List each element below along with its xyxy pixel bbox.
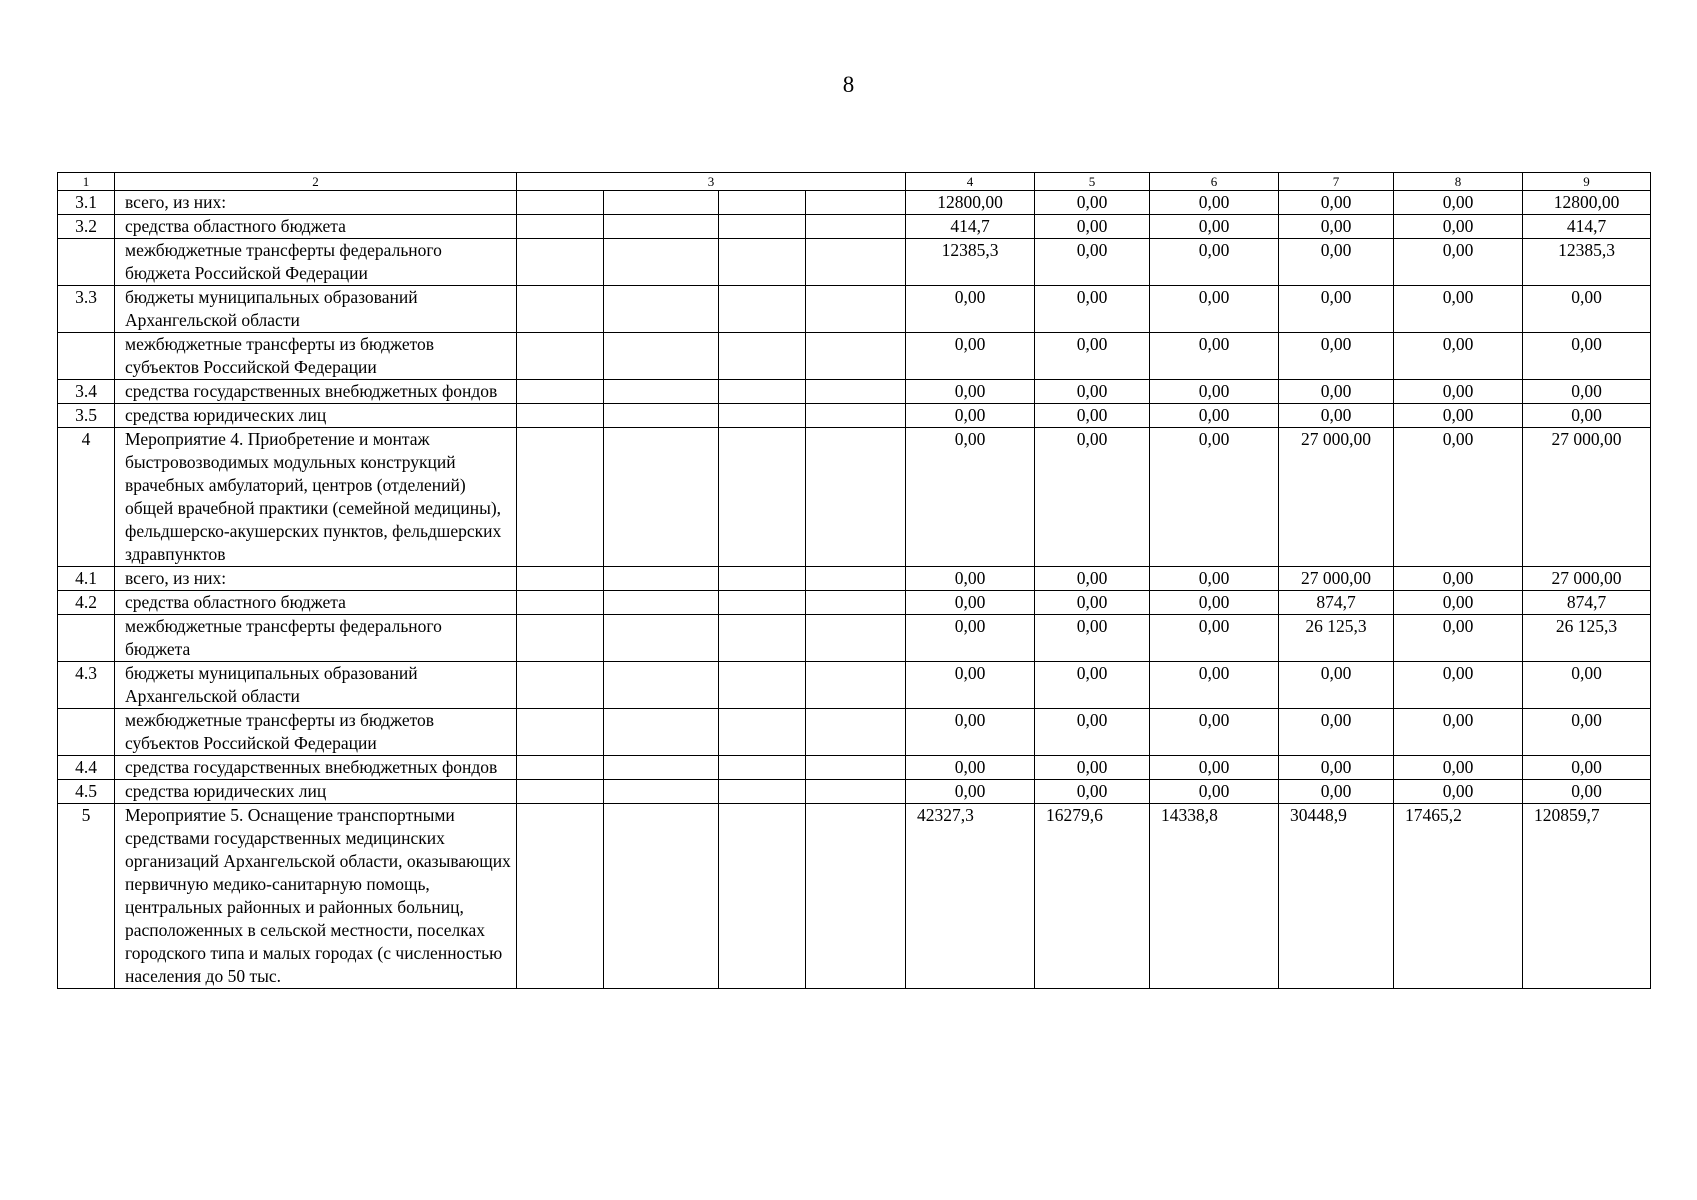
value-cell: 0,00 [1394, 591, 1523, 615]
value-cell: 0,00 [1035, 286, 1150, 333]
value-cell: 0,00 [1394, 286, 1523, 333]
value-cell: 0,00 [906, 709, 1035, 756]
value-cell: 27 000,00 [1523, 428, 1651, 567]
page-number: 8 [842, 72, 855, 97]
value-cell: 0,00 [1035, 780, 1150, 804]
value-cell: 0,00 [1150, 380, 1279, 404]
empty-cell [719, 286, 806, 333]
empty-cell [604, 380, 719, 404]
row-number: 4.1 [58, 567, 115, 591]
value-cell: 0,00 [906, 380, 1035, 404]
empty-cell [806, 591, 906, 615]
value-cell: 26 125,3 [1523, 615, 1651, 662]
value-cell: 0,00 [1394, 239, 1523, 286]
empty-cell [806, 215, 906, 239]
value-cell: 12385,3 [1523, 239, 1651, 286]
value-cell: 0,00 [1035, 215, 1150, 239]
row-label: средства государственных внебюджетных фондов [115, 380, 517, 404]
empty-cell [806, 380, 906, 404]
header-cell: 2 [115, 173, 517, 191]
empty-cell [517, 380, 604, 404]
header-cell: 3 [517, 173, 906, 191]
empty-cell [806, 567, 906, 591]
value-cell: 27 000,00 [1279, 567, 1394, 591]
value-cell: 0,00 [1394, 709, 1523, 756]
value-cell: 0,00 [1279, 756, 1394, 780]
value-cell: 0,00 [1279, 709, 1394, 756]
value-cell: 0,00 [906, 615, 1035, 662]
empty-cell [604, 333, 719, 380]
value-cell: 0,00 [1035, 380, 1150, 404]
row-label: межбюджетные трансферты из бюджетов субъектов Российской Федерации [115, 333, 517, 380]
value-cell: 0,00 [1279, 215, 1394, 239]
header-cell: 8 [1394, 173, 1523, 191]
header-cell: 9 [1523, 173, 1651, 191]
empty-cell [604, 567, 719, 591]
value-cell: 0,00 [1394, 428, 1523, 567]
empty-cell [604, 804, 719, 989]
empty-cell [719, 404, 806, 428]
value-cell: 0,00 [906, 404, 1035, 428]
value-cell: 27 000,00 [1279, 428, 1394, 567]
value-cell: 0,00 [1279, 333, 1394, 380]
empty-cell [517, 567, 604, 591]
empty-cell [517, 333, 604, 380]
value-cell: 0,00 [1279, 662, 1394, 709]
empty-cell [806, 756, 906, 780]
header-cell: 7 [1279, 173, 1394, 191]
empty-cell [719, 428, 806, 567]
empty-cell [719, 380, 806, 404]
value-cell: 0,00 [1035, 428, 1150, 567]
value-cell: 12800,00 [1523, 191, 1651, 215]
row-number: 5 [58, 804, 115, 989]
value-cell: 0,00 [1523, 286, 1651, 333]
value-cell: 0,00 [1035, 333, 1150, 380]
row-label: всего, из них: [115, 191, 517, 215]
empty-cell [517, 804, 604, 989]
empty-cell [719, 215, 806, 239]
empty-cell [806, 615, 906, 662]
row-label: средства областного бюджета [115, 591, 517, 615]
row-number: 4.2 [58, 591, 115, 615]
empty-cell [517, 615, 604, 662]
value-cell: 0,00 [1394, 780, 1523, 804]
row-number: 3.3 [58, 286, 115, 333]
empty-cell [806, 286, 906, 333]
table-row [58, 804, 1651, 989]
empty-cell [517, 756, 604, 780]
value-cell: 0,00 [1150, 428, 1279, 567]
value-cell: 0,00 [1150, 239, 1279, 286]
empty-cell [719, 756, 806, 780]
value-cell: 0,00 [1523, 333, 1651, 380]
value-cell: 874,7 [1523, 591, 1651, 615]
value-cell: 0,00 [1035, 709, 1150, 756]
value-cell: 0,00 [1523, 756, 1651, 780]
value-cell: 0,00 [906, 428, 1035, 567]
row-label: средства юридических лиц [115, 404, 517, 428]
empty-cell [719, 591, 806, 615]
row-label: межбюджетные трансферты из бюджетов субъектов Российской Федерации [115, 709, 517, 756]
empty-cell [604, 709, 719, 756]
table-row [58, 215, 1651, 239]
value-cell: 0,00 [906, 780, 1035, 804]
value-cell: 0,00 [906, 662, 1035, 709]
empty-cell [604, 756, 719, 780]
row-number: 3.2 [58, 215, 115, 239]
value-cell: 0,00 [1150, 333, 1279, 380]
value-cell: 42327,3 [906, 804, 1035, 989]
row-label: бюджеты муниципальных образований Архангельской области [115, 662, 517, 709]
value-cell: 874,7 [1279, 591, 1394, 615]
header-row [58, 173, 1651, 191]
table-row [58, 780, 1651, 804]
value-cell: 0,00 [1150, 780, 1279, 804]
value-cell: 12800,00 [906, 191, 1035, 215]
row-label: средства областного бюджета [115, 215, 517, 239]
empty-cell [604, 428, 719, 567]
empty-cell [517, 404, 604, 428]
value-cell: 0,00 [1279, 780, 1394, 804]
empty-cell [806, 709, 906, 756]
empty-cell [719, 191, 806, 215]
row-number: 3.5 [58, 404, 115, 428]
header-cell: 5 [1035, 173, 1150, 191]
empty-cell [806, 780, 906, 804]
value-cell: 0,00 [1150, 591, 1279, 615]
value-cell: 0,00 [1279, 404, 1394, 428]
table-row [58, 567, 1651, 591]
value-cell: 0,00 [906, 286, 1035, 333]
value-cell: 0,00 [1394, 615, 1523, 662]
value-cell: 0,00 [1394, 567, 1523, 591]
value-cell: 0,00 [1150, 615, 1279, 662]
value-cell: 0,00 [906, 756, 1035, 780]
empty-cell [719, 662, 806, 709]
empty-cell [517, 709, 604, 756]
value-cell: 0,00 [1150, 709, 1279, 756]
value-cell: 26 125,3 [1279, 615, 1394, 662]
empty-cell [517, 239, 604, 286]
empty-cell [806, 333, 906, 380]
value-cell: 0,00 [1523, 662, 1651, 709]
empty-cell [517, 662, 604, 709]
empty-cell [517, 428, 604, 567]
value-cell: 0,00 [1394, 191, 1523, 215]
row-number: 4 [58, 428, 115, 567]
empty-cell [719, 567, 806, 591]
row-label: Мероприятие 5. Оснащение транспортными средствами государственных медицинских организаций Архангельской области, оказывающих первичную медико-санитарную помощь, центральных районных и районных больниц, расположенных в сельской местности, поселках городского типа и малых городах (с численностью населения до 50 тыс. [115, 804, 517, 989]
table-row [58, 428, 1651, 567]
empty-cell [719, 615, 806, 662]
value-cell: 0,00 [906, 333, 1035, 380]
value-cell: 0,00 [1523, 709, 1651, 756]
table-row [58, 239, 1651, 286]
empty-cell [604, 239, 719, 286]
empty-cell [517, 215, 604, 239]
row-number: 4.5 [58, 780, 115, 804]
value-cell: 14338,8 [1150, 804, 1279, 989]
empty-cell [806, 428, 906, 567]
value-cell: 0,00 [1150, 404, 1279, 428]
value-cell: 0,00 [906, 591, 1035, 615]
value-cell: 0,00 [1150, 662, 1279, 709]
value-cell: 0,00 [1035, 404, 1150, 428]
table-row [58, 662, 1651, 709]
value-cell: 0,00 [1035, 191, 1150, 215]
empty-cell [517, 591, 604, 615]
row-number: 4.4 [58, 756, 115, 780]
table-row [58, 591, 1651, 615]
value-cell: 0,00 [1394, 404, 1523, 428]
table-row [58, 709, 1651, 756]
row-label: средства юридических лиц [115, 780, 517, 804]
empty-cell [604, 780, 719, 804]
empty-cell [517, 780, 604, 804]
value-cell: 0,00 [1394, 380, 1523, 404]
empty-cell [604, 215, 719, 239]
empty-cell [806, 404, 906, 428]
value-cell: 16279,6 [1035, 804, 1150, 989]
value-cell: 0,00 [1279, 239, 1394, 286]
empty-cell [517, 191, 604, 215]
empty-cell [604, 191, 719, 215]
value-cell: 0,00 [1279, 191, 1394, 215]
empty-cell [806, 191, 906, 215]
value-cell: 0,00 [1394, 756, 1523, 780]
value-cell: 414,7 [1523, 215, 1651, 239]
table-row [58, 286, 1651, 333]
table-row [58, 191, 1651, 215]
row-label: межбюджетные трансферты федерального бюджета Российской Федерации [115, 239, 517, 286]
empty-cell [604, 591, 719, 615]
row-label: межбюджетные трансферты федерального бюджета [115, 615, 517, 662]
empty-cell [517, 286, 604, 333]
header-cell: 4 [906, 173, 1035, 191]
value-cell: 30448,9 [1279, 804, 1394, 989]
row-label: Мероприятие 4. Приобретение и монтаж быстровозводимых модульных конструкций врачебных амбулаторий, центров (отделений) общей врачебной практики (семейной медицины), фельдшерско-акушерских пунктов, фельдшерских здравпунктов [115, 428, 517, 567]
value-cell: 0,00 [1150, 191, 1279, 215]
row-label: всего, из них: [115, 567, 517, 591]
value-cell: 0,00 [1035, 615, 1150, 662]
row-number [58, 333, 115, 380]
value-cell: 0,00 [1035, 239, 1150, 286]
row-number [58, 615, 115, 662]
row-label: бюджеты муниципальных образований Архангельской области [115, 286, 517, 333]
empty-cell [719, 804, 806, 989]
value-cell: 0,00 [1394, 662, 1523, 709]
row-label: средства государственных внебюджетных фондов [115, 756, 517, 780]
empty-cell [806, 239, 906, 286]
value-cell: 0,00 [1035, 591, 1150, 615]
empty-cell [604, 662, 719, 709]
value-cell: 0,00 [1150, 567, 1279, 591]
value-cell: 0,00 [1150, 286, 1279, 333]
row-number: 3.1 [58, 191, 115, 215]
row-number [58, 239, 115, 286]
value-cell: 0,00 [1150, 215, 1279, 239]
value-cell: 0,00 [1035, 662, 1150, 709]
empty-cell [719, 333, 806, 380]
value-cell: 0,00 [1523, 780, 1651, 804]
empty-cell [719, 780, 806, 804]
value-cell: 414,7 [906, 215, 1035, 239]
value-cell: 0,00 [1035, 567, 1150, 591]
row-number: 4.3 [58, 662, 115, 709]
table-row [58, 756, 1651, 780]
value-cell: 0,00 [1035, 756, 1150, 780]
table-row [58, 333, 1651, 380]
value-cell: 17465,2 [1394, 804, 1523, 989]
row-number: 3.4 [58, 380, 115, 404]
table-body [58, 173, 1651, 989]
budget-table [57, 172, 1651, 989]
empty-cell [604, 404, 719, 428]
empty-cell [806, 804, 906, 989]
value-cell: 0,00 [1279, 286, 1394, 333]
value-cell: 0,00 [1523, 404, 1651, 428]
value-cell: 0,00 [1279, 380, 1394, 404]
empty-cell [604, 286, 719, 333]
header-cell: 6 [1150, 173, 1279, 191]
empty-cell [806, 662, 906, 709]
value-cell: 120859,7 [1523, 804, 1651, 989]
value-cell: 27 000,00 [1523, 567, 1651, 591]
value-cell: 0,00 [1523, 380, 1651, 404]
empty-cell [719, 239, 806, 286]
value-cell: 12385,3 [906, 239, 1035, 286]
header-cell: 1 [58, 173, 115, 191]
empty-cell [604, 615, 719, 662]
table-row [58, 404, 1651, 428]
value-cell: 0,00 [1150, 756, 1279, 780]
value-cell: 0,00 [1394, 215, 1523, 239]
value-cell: 0,00 [1394, 333, 1523, 380]
table-row [58, 615, 1651, 662]
row-number [58, 709, 115, 756]
empty-cell [719, 709, 806, 756]
value-cell: 0,00 [906, 567, 1035, 591]
table-row [58, 380, 1651, 404]
